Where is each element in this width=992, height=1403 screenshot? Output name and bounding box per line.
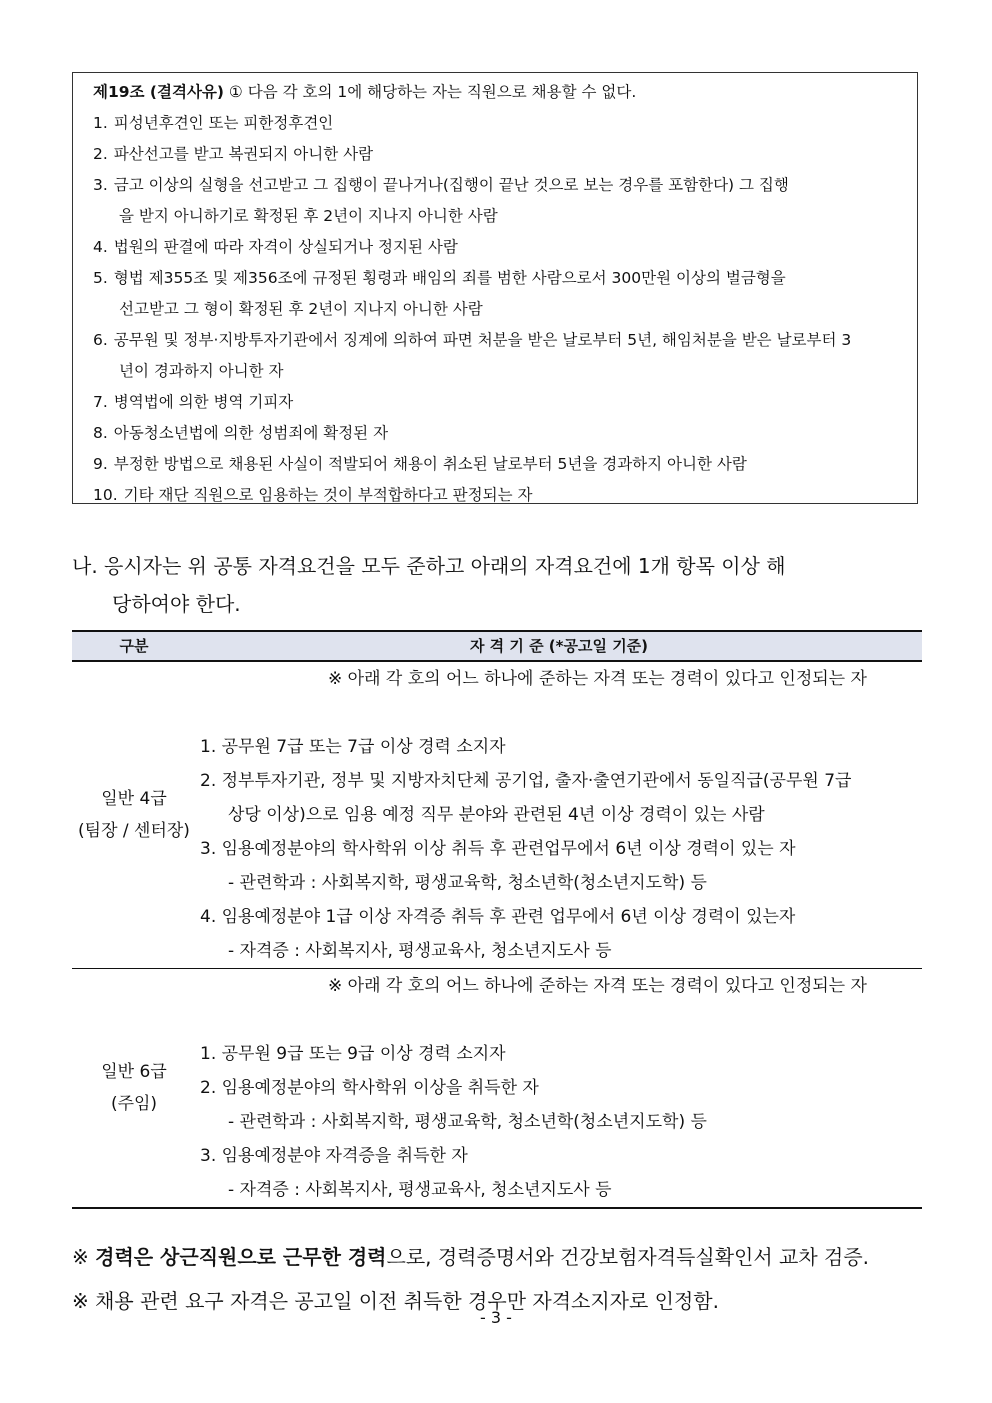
list-item [93,449,913,480]
item-number: 2. [93,145,108,163]
table-row [72,662,922,968]
disqualification-article-box [72,72,918,504]
grade-label: 일반 4급 [101,789,167,809]
item-number: 5. [93,269,108,287]
item-continuation: 년이 경과하지 아니한 자 [119,362,284,380]
header-criteria: 자 격 기 준 (*공고일 기준) [469,637,649,655]
item-text: 공무원 및 정부·지방투자기관에서 징계에 의하여 파면 처분을 받은 날로부터 5년, 해임처분을 받은 날로부터 3 [113,331,852,349]
criteria-note: ※ 아래 각 호의 어느 하나에 준하는 자격 또는 경력이 있다고 인정되는 자 [328,976,867,996]
criteria-cell [196,969,922,1207]
item-number: 7. [93,393,108,411]
criteria-line: 3. 임용예정분야 자격증을 취득한 자 [200,1146,468,1166]
criteria-line: - 자격증 : 사회복지사, 평생교육사, 청소년지도사 등 [228,1180,612,1200]
article-title-line [93,77,913,108]
item-text: 형법 제355조 및 제356조에 규정된 횡령과 배임의 죄를 범한 사람으로서 300만원 이상의 벌금형을 [113,269,786,287]
note-text: 으로, 경력증명서와 건강보험자격득실확인서 교차 검증. [386,1245,870,1269]
grade-cell [72,662,196,968]
item-text: 병역법에 의한 병역 기피자 [113,393,294,411]
section-b-line-1: 나. 응시자는 위 공통 자격요건을 모두 준하고 아래의 자격요건에 1개 항목 이상 해 [72,554,786,578]
item-text: 아동청소년법에 의한 성범죄에 확정된 자 [113,424,389,442]
criteria-line: 2. 정부투자기관, 정부 및 지방자치단체 공기업, 출자·출연기관에서 동일직급(공무원 7급 [200,771,852,791]
item-continuation: 선고받고 그 형이 확정된 후 2년이 지나지 아니한 사람 [119,300,483,318]
criteria-line: 2. 임용예정분야의 학사학위 이상을 취득한 자 [200,1078,539,1098]
criteria-line: 1. 공무원 7급 또는 7급 이상 경력 소지자 [200,737,506,757]
section-b-line-2: 당하여야 한다. [112,592,241,616]
spacer [200,1003,922,1037]
table-row [72,968,922,1207]
criteria-line: 1. 공무원 9급 또는 9급 이상 경력 소지자 [200,1044,506,1064]
header-category: 구분 [119,637,149,655]
list-item [93,170,913,201]
item-number: 9. [93,455,108,473]
note-marker: ※ [72,1245,96,1269]
item-text: 파산선고를 받고 복권되지 아니한 사람 [113,145,374,163]
list-item [93,480,913,511]
criteria-line: 상당 이상)으로 임용 예정 직무 분야와 관련된 4년 이상 경력이 있는 사람 [228,805,765,825]
item-number: 3. [93,176,108,194]
item-text: 피성년후견인 또는 피한정후견인 [113,114,334,132]
item-number: 6. [93,331,108,349]
item-text: 기타 재단 직원으로 임용하는 것이 부적합하다고 판정되는 자 [123,486,533,504]
item-number: 4. [93,238,108,256]
spacer [200,696,922,730]
item-number: 10. [93,486,118,504]
list-item [93,387,913,418]
item-text: 법원의 판결에 따라 자격이 상실되거나 정지된 사람 [113,238,458,256]
list-item [93,108,913,139]
item-continuation: 을 받지 아니하기로 확정된 후 2년이 지나지 아니한 사람 [119,207,498,225]
grade-label: 일반 6급 [101,1062,167,1082]
role-label: (팀장 / 센터장) [78,821,190,841]
criteria-note: ※ 아래 각 호의 어느 하나에 준하는 자격 또는 경력이 있다고 인정되는 자 [328,669,867,689]
qualification-table [72,630,922,1209]
criteria-line: - 관련학과 : 사회복지학, 평생교육학, 청소년학(청소년지도학) 등 [228,873,707,893]
list-item [93,139,913,170]
item-text: 부정한 방법으로 채용된 사실이 적발되어 채용이 취소된 날로부터 5년을 경과하지 아니한 사람 [113,455,747,473]
criteria-line: 3. 임용예정분야의 학사학위 이상 취득 후 관련업무에서 6년 이상 경력이 있는 자 [200,839,796,859]
item-number: 8. [93,424,108,442]
item-number: 1. [93,114,108,132]
note-emphasis: 경력은 상근직원으로 근무한 경력 [95,1245,387,1269]
list-item [93,325,913,356]
grade-cell [72,969,196,1207]
list-item [93,232,913,263]
item-text: 금고 이상의 실형을 선고받고 그 집행이 끝나거나(집행이 끝난 것으로 보는 경우를 포함한다) 그 집행 [113,176,789,194]
table-header [72,632,922,662]
footer-note-2: ※ 채용 관련 요구 자격은 공고일 이전 취득한 경우만 자격소지자로 인정함. [72,1289,719,1313]
criteria-line: - 관련학과 : 사회복지학, 평생교육학, 청소년학(청소년지도학) 등 [228,1112,707,1132]
list-item [93,418,913,449]
article-intro: ① 다음 각 호의 1에 해당하는 자는 직원으로 채용할 수 없다. [223,83,637,101]
article-heading: 제19조 (결격사유) [93,83,224,101]
criteria-line: 4. 임용예정분야 1급 이상 자격증 취득 후 관련 업무에서 6년 이상 경력이 있는자 [200,907,796,927]
criteria-line: - 자격증 : 사회복지사, 평생교육사, 청소년지도사 등 [228,941,612,961]
footer-note-1 [72,1235,932,1279]
section-b-paragraph [72,547,922,623]
page-number: - 3 - [480,1308,512,1327]
list-item [93,263,913,294]
role-label: (주임) [110,1094,158,1114]
criteria-cell [196,662,922,968]
